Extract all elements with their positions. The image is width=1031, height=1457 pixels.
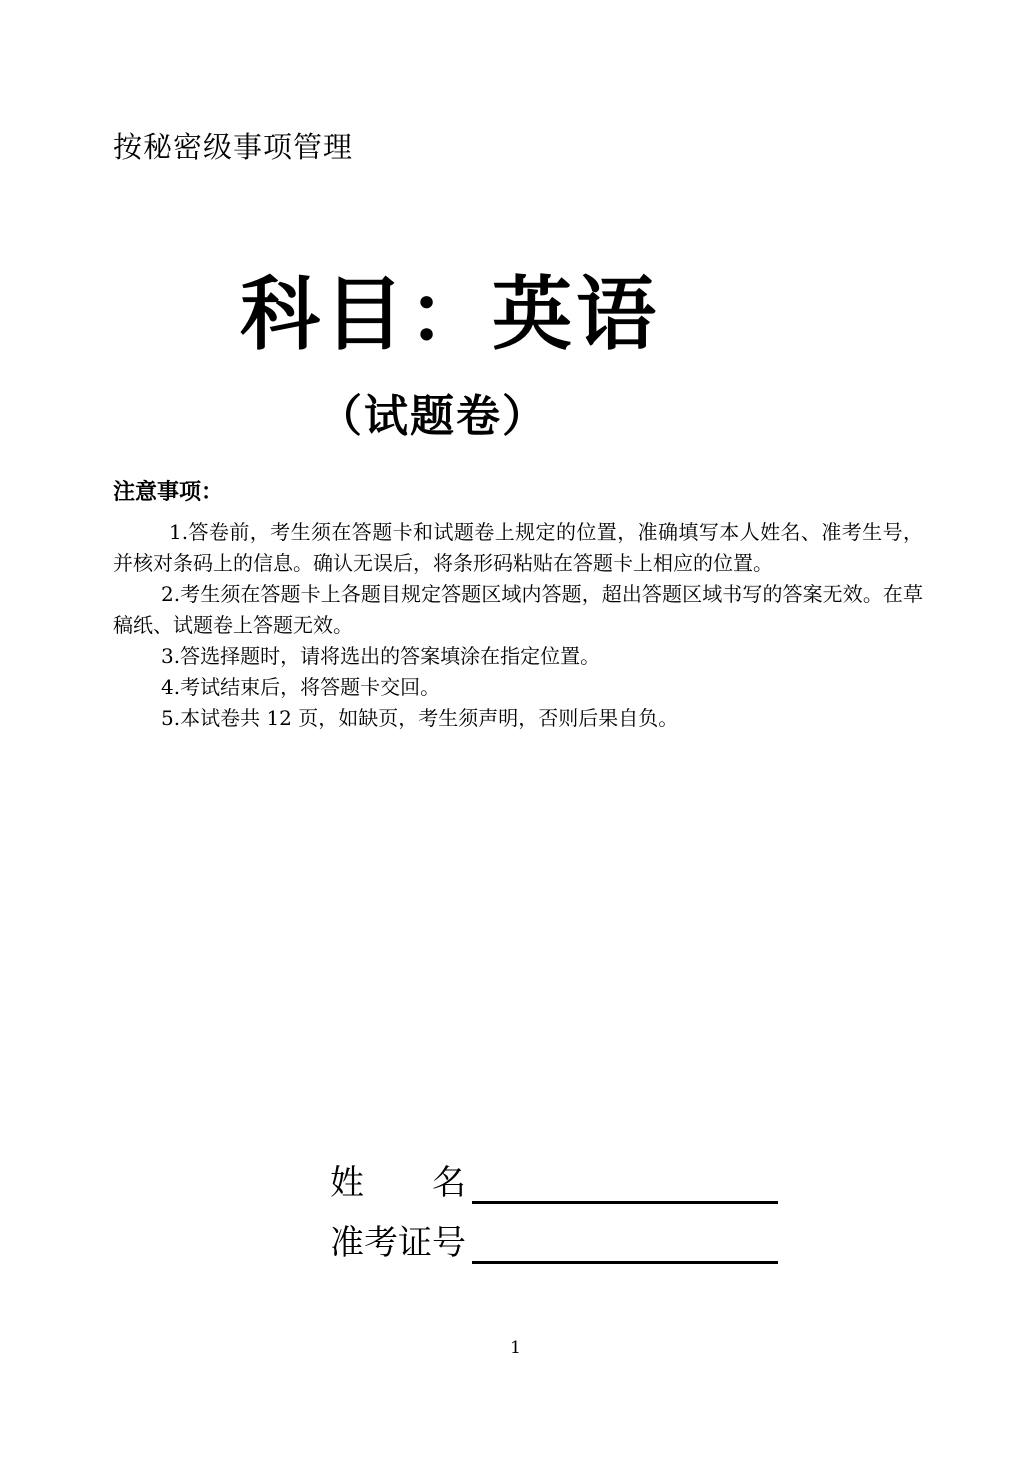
- paper-type-subtitle: （试题卷）: [318, 391, 548, 442]
- secret-level-label: 按秘密级事项管理: [113, 130, 354, 164]
- exam-id-blank-line[interactable]: [472, 1227, 778, 1264]
- exam-id-field-row: [330, 1215, 778, 1264]
- notice-item: 1.答卷前，考生须在答题卡和试题卷上规定的位置，准确填写本人姓名、准考生号，并核对条码上的信息。确认无误后，将条形码粘贴在答题卡上相应的位置。: [113, 520, 923, 575]
- notice-item: 3.答选择题时，请将选出的答案填涂在指定位置。: [161, 644, 601, 668]
- notice-heading: 注意事项：: [113, 479, 224, 505]
- subject-title: 科目：英语: [240, 267, 660, 361]
- name-field-row: [330, 1155, 778, 1204]
- exam-id-label: 准考证号: [330, 1223, 466, 1263]
- notice-item: 5.本试卷共 12 页，如缺页，考生须声明，否则后果自负。: [161, 706, 679, 730]
- name-blank-line[interactable]: [472, 1167, 778, 1204]
- name-label: 姓 名: [330, 1163, 466, 1203]
- notice-item: 4.考试结束后，将答题卡交回。: [161, 675, 441, 699]
- page-number: 1: [510, 1338, 521, 1358]
- notice-item: 2.考生须在答题卡上各题目规定答题区域内答题，超出答题区域书写的答案无效。在草稿纸、试题卷上答题无效。: [113, 582, 923, 637]
- notice-list: [113, 517, 923, 734]
